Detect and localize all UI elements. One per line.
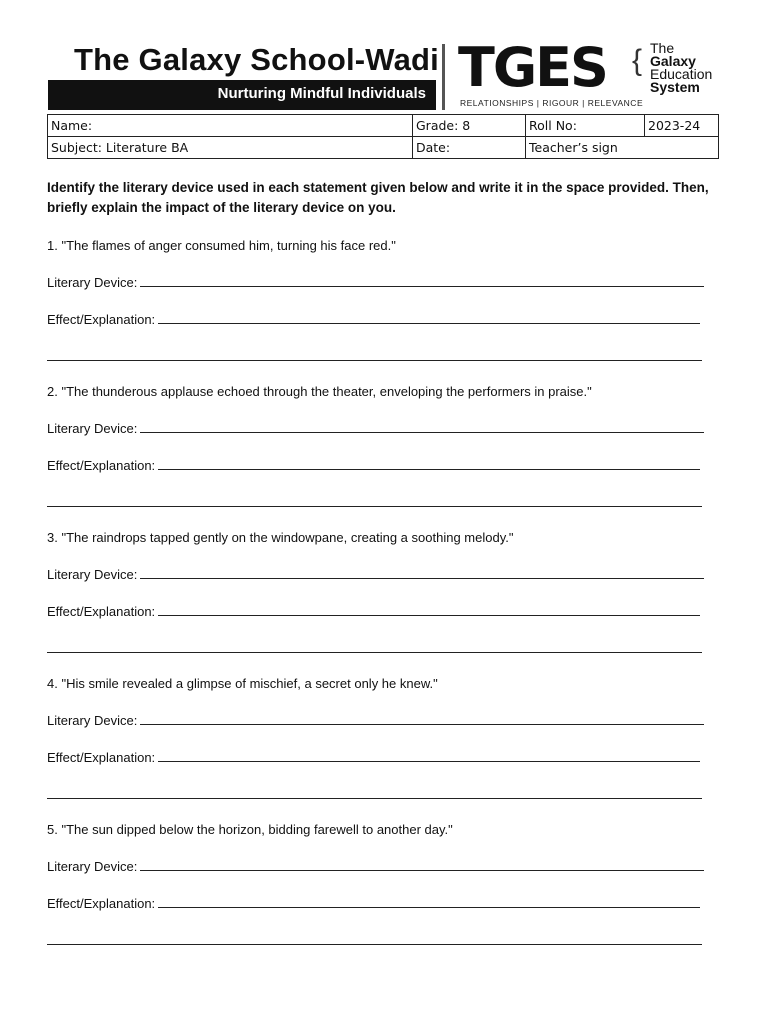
logo-subtitle: RELATIONSHIPS | RIGOUR | RELEVANCE bbox=[460, 98, 644, 108]
effect-row bbox=[47, 311, 700, 327]
effect-row bbox=[47, 603, 700, 619]
question-prompt: 1. "The flames of anger consumed him, turning his face red." bbox=[47, 238, 396, 253]
extra-answer-row bbox=[47, 494, 702, 510]
effect-row bbox=[47, 457, 700, 473]
tges-logo bbox=[458, 36, 644, 112]
effect-answer-line[interactable] bbox=[158, 749, 700, 762]
extra-answer-line[interactable] bbox=[47, 494, 702, 507]
instructions: Identify the literary device used in each statement given below and write it in the space provided. Then, briefly explain the impact of the literary device on you. bbox=[47, 180, 709, 215]
question-prompt: 4. "His smile revealed a glimpse of mischief, a secret only he knew." bbox=[47, 676, 438, 691]
date-cell[interactable]: Date: bbox=[413, 137, 526, 159]
school-name: The Galaxy School-Wadi bbox=[74, 42, 439, 77]
header-divider bbox=[442, 44, 445, 110]
literary-device-answer-line[interactable] bbox=[140, 274, 704, 287]
year-cell: 2023-24 bbox=[645, 115, 719, 137]
subject-cell: Subject: Literature BA bbox=[48, 137, 413, 159]
system-name-line2: Galaxy bbox=[650, 53, 696, 69]
effect-label: Effect/Explanation: bbox=[47, 312, 156, 327]
literary-device-answer-line[interactable] bbox=[140, 566, 704, 579]
question-prompt: 2. "The thunderous applause echoed through the theater, enveloping the performers in praise." bbox=[47, 384, 592, 399]
effect-label: Effect/Explanation: bbox=[47, 750, 156, 765]
extra-answer-line[interactable] bbox=[47, 640, 702, 653]
effect-answer-line[interactable] bbox=[158, 311, 700, 324]
literary-device-row bbox=[47, 566, 704, 582]
question-prompt: 3. "The raindrops tapped gently on the windowpane, creating a soothing melody." bbox=[47, 530, 514, 545]
literary-device-label: Literary Device: bbox=[47, 859, 138, 874]
logo-text: TGES bbox=[458, 36, 607, 99]
system-name bbox=[650, 42, 712, 94]
literary-device-row bbox=[47, 712, 704, 728]
effect-label: Effect/Explanation: bbox=[47, 604, 156, 619]
effect-answer-line[interactable] bbox=[158, 457, 700, 470]
literary-device-row bbox=[47, 420, 704, 436]
effect-answer-line[interactable] bbox=[158, 895, 700, 908]
tagline-bar bbox=[48, 80, 436, 110]
teacher-sign-cell[interactable]: Teacher’s sign bbox=[526, 137, 719, 159]
effect-answer-line[interactable] bbox=[158, 603, 700, 616]
literary-device-answer-line[interactable] bbox=[140, 712, 704, 725]
question-prompt: 5. "The sun dipped below the horizon, bidding farewell to another day." bbox=[47, 822, 453, 837]
effect-row bbox=[47, 895, 700, 911]
page-header bbox=[48, 36, 724, 112]
grade-cell: Grade: 8 bbox=[413, 115, 526, 137]
student-info-table bbox=[47, 114, 719, 159]
effect-label: Effect/Explanation: bbox=[47, 896, 156, 911]
literary-device-label: Literary Device: bbox=[47, 713, 138, 728]
literary-device-row bbox=[47, 274, 704, 290]
system-name-line1: The bbox=[650, 40, 675, 56]
extra-answer-line[interactable] bbox=[47, 786, 702, 799]
literary-device-label: Literary Device: bbox=[47, 567, 138, 582]
effect-label: Effect/Explanation: bbox=[47, 458, 156, 473]
extra-answer-row bbox=[47, 932, 702, 948]
literary-device-label: Literary Device: bbox=[47, 275, 138, 290]
literary-device-answer-line[interactable] bbox=[140, 858, 704, 871]
tagline: Nurturing Mindful Individuals bbox=[217, 85, 426, 102]
literary-device-row bbox=[47, 858, 704, 874]
system-name-line3: Education bbox=[650, 66, 713, 82]
literary-device-answer-line[interactable] bbox=[140, 420, 704, 433]
literary-device-label: Literary Device: bbox=[47, 421, 138, 436]
name-cell[interactable]: Name: bbox=[48, 115, 413, 137]
extra-answer-row bbox=[47, 348, 702, 364]
roll-cell[interactable]: Roll No: bbox=[526, 115, 645, 137]
system-name-line4: System bbox=[650, 79, 700, 95]
extra-answer-row bbox=[47, 640, 702, 656]
extra-answer-line[interactable] bbox=[47, 348, 702, 361]
extra-answer-row bbox=[47, 786, 702, 802]
extra-answer-line[interactable] bbox=[47, 932, 702, 945]
brace-icon: { bbox=[632, 44, 643, 77]
effect-row bbox=[47, 749, 700, 765]
